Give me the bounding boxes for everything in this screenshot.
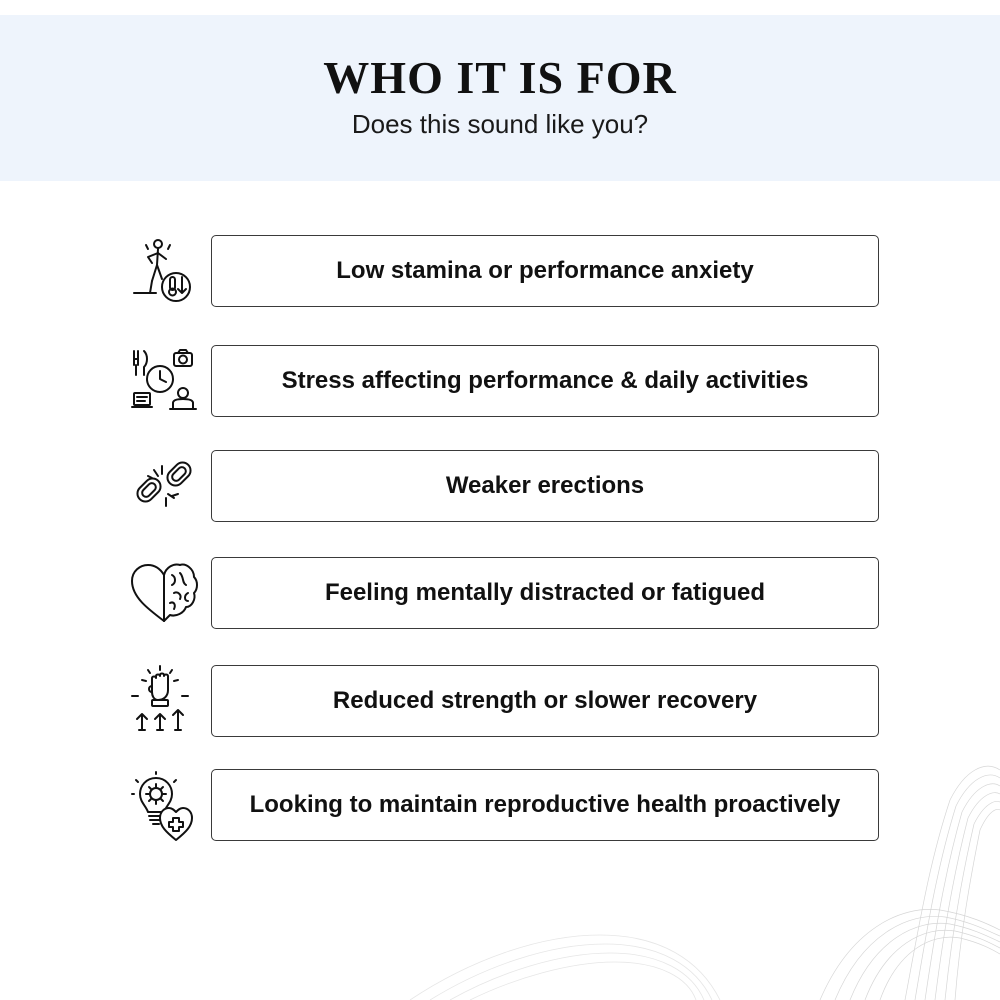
exhausted-person-thermometer-icon [128,235,200,307]
heart-brain-icon [128,557,200,629]
who-it-is-for-item: Feeling mentally distracted or fatigued [211,557,879,629]
raised-fist-arrows-icon [128,664,200,736]
who-it-is-for-item: Reduced strength or slower recovery [211,665,879,737]
page-title: WHO IT IS FOR [323,52,677,103]
page-subtitle: Does this sound like you? [351,109,649,139]
who-it-is-for-item: Low stamina or performance anxiety [211,235,879,307]
who-it-is-for-item: Stress affecting performance & daily activities [211,345,879,417]
lightbulb-gear-health-heart-icon [128,770,200,842]
who-it-is-for-item: Looking to maintain reproductive health proactively [211,769,879,841]
broken-chain-icon [128,450,200,522]
stress-clock-activities-icon [128,345,200,417]
who-it-is-for-item: Weaker erections [211,450,879,522]
